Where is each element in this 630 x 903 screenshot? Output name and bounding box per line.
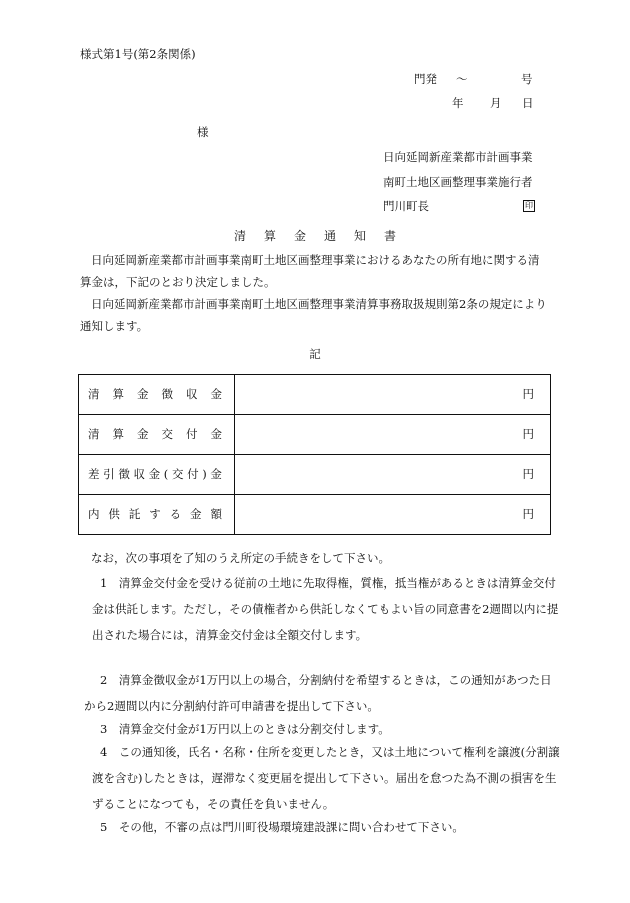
label-char: 差: [88, 466, 100, 481]
row-label-payment: [79, 415, 235, 455]
row-label-net: [79, 455, 235, 495]
table-row: [79, 415, 551, 455]
doc-number-prefix: 門発: [414, 72, 437, 86]
date-year: 年: [452, 96, 464, 110]
body-paragraph-2: 日向延岡新産業都市計画事業南町土地区画整理事業清算事務取扱規則第2条の規定により通知します。: [80, 297, 547, 333]
label-char: 金: [210, 386, 222, 401]
amount-cell: 円: [235, 495, 551, 535]
label-char: 金: [148, 466, 161, 481]
label-char: 交: [171, 466, 184, 481]
table-row: [79, 375, 551, 415]
label-chars: [88, 508, 222, 522]
document-title: 清算金通知書: [233, 229, 414, 243]
note-body: 清算金交付金が1万円以上のときは分割交付します。: [118, 722, 390, 736]
label-char: 引: [103, 466, 115, 481]
issuer-name: 門川町長: [383, 199, 429, 213]
note-text: [84, 667, 552, 719]
label-char: 収: [186, 386, 198, 401]
note-number: 2: [100, 673, 108, 687]
table-row: [79, 455, 551, 495]
label-char: 額: [210, 506, 222, 521]
label-char: 付: [186, 426, 198, 441]
label-char: 金: [137, 386, 149, 401]
label-char: 交: [161, 426, 173, 441]
label-char: 付: [187, 466, 199, 481]
label-char: 託: [128, 506, 141, 521]
label-char: (: [163, 466, 169, 481]
amount-cell: 円: [235, 415, 551, 455]
note-number: 4: [100, 745, 108, 759]
table-row: [79, 495, 551, 535]
label-char: る: [169, 506, 182, 521]
label-chars: [88, 468, 222, 482]
label-char: 算: [112, 386, 124, 401]
label-char: ): [202, 466, 207, 481]
label-char: 徴: [161, 386, 173, 401]
note-text: [84, 739, 560, 817]
label-char: 金: [210, 466, 222, 481]
date-day: 日: [522, 96, 534, 110]
date-month: 月: [490, 96, 502, 110]
issuer-line-2: 南町土地区画整理事業施行者: [383, 175, 533, 189]
note-number: 5: [100, 820, 108, 834]
amount-cell: 円: [235, 375, 551, 415]
label-char: す: [149, 506, 161, 521]
form-number: 様式第1号(第2条関係): [80, 47, 196, 61]
note-body: 清算金徴収金が1万円以上の場合，分割納付を希望するときは，この通知があつた日から2週間以内に分割納付許可申請書を提出して下さい。: [84, 673, 552, 713]
note-body: この通知後，氏名・名称・住所を変更したとき，又は土地について権利を譲渡(分割譲渡を含む)したときは，遅滞なく変更届を提出して下さい。届出を怠つた為不測の損害を生ずることになつても，その責任を負いません。: [92, 745, 560, 811]
label-char: 金: [210, 426, 222, 441]
note-body: 清算金交付金を受ける従前の土地に先取得権，質権，抵当権があるときは清算金交付金は供託します。ただし，その債権者から供託しなくてもよい旨の同意書を2週間以内に提出された場合には，清算金交付金は全額交付します。: [92, 576, 559, 642]
doc-number-suffix: 号: [521, 72, 533, 86]
label-char: 清: [88, 426, 100, 441]
label-char: 金: [190, 506, 202, 521]
label-chars: [88, 428, 222, 442]
amount-cell: 円: [235, 455, 551, 495]
note-text: [84, 814, 552, 840]
settlement-table: [78, 374, 551, 535]
note-body: その他，不審の点は門川町役場環境建設課に問い合わせて下さい。: [118, 820, 464, 834]
row-label-deposit: [79, 495, 235, 535]
issuer-line-1: 日向延岡新産業都市計画事業: [383, 150, 533, 164]
label-char: 金: [137, 426, 149, 441]
label-char: 清: [88, 386, 100, 401]
body-paragraph-1: 日向延岡新産業都市計画事業南町土地区画整理事業におけるあなたの所有地に関する清算金は，下記のとおり決定しました。: [80, 253, 540, 289]
notes-intro: なお，次の事項を了知のうえ所定の手続きをして下さい。: [91, 551, 390, 565]
label-char: 徴: [118, 466, 130, 481]
row-label-collection: [79, 375, 235, 415]
doc-number-tilde: ～: [456, 72, 468, 86]
label-char: 供: [108, 506, 120, 521]
label-char: 算: [112, 426, 124, 441]
label-char: 内: [88, 506, 100, 521]
label-char: 収: [133, 466, 145, 481]
ki-heading: 記: [309, 347, 321, 361]
note-number: 3: [100, 722, 108, 736]
note-text: [84, 570, 560, 648]
label-chars: [88, 388, 222, 402]
note-number: 1: [100, 576, 108, 590]
addressee-suffix: 様: [197, 125, 209, 139]
seal-mark: 印: [525, 201, 533, 210]
